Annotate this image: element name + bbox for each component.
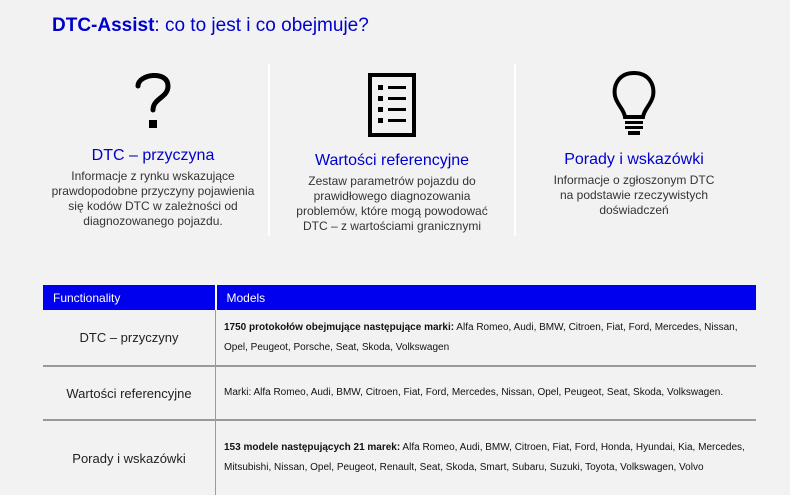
feature-heading: Wartości referencyjne bbox=[314, 152, 470, 169]
question-mark-icon bbox=[38, 62, 268, 137]
models-cell: 1750 protokołów obejmujące następujące marki: Alfa Romeo, Audi, BMW, Citroen, Fiat, Ford, Mercedes, Nissan, Opel, Peugeot, Porsche, Seat, Skoda, Volkswagen bbox=[216, 310, 757, 366]
coverage-table bbox=[43, 285, 756, 495]
models-cell: Marki: Alfa Romeo, Audi, BMW, Citroen, Fiat, Ford, Mercedes, Nissan, Opel, Peugeot, Seat, Skoda, Volkswagen. bbox=[216, 366, 757, 420]
table-row bbox=[43, 420, 756, 495]
feature-description: Informacje z rynku wskazujące prawdopodobne przyczyny pojawienia się kodów DTC w zależności od diagnozowanego pojazdu. bbox=[51, 169, 255, 228]
models-cell: 153 modele następujących 21 marek: Alfa Romeo, Audi, BMW, Citroen, Fiat, Ford, Honda, Hyundai, Kia, Mercedes, Mitsubishi, Nissan, Opel, Peugeot, Renault, Seat, Skoda, Smart, Subaru, Suzuki, Toyota, Volkswagen, Volvo bbox=[224, 442, 745, 473]
lightbulb-icon bbox=[519, 66, 749, 141]
table-header-row bbox=[43, 285, 756, 310]
feature-reference-values bbox=[277, 67, 507, 234]
feature-dtc-cause bbox=[38, 62, 268, 229]
divider bbox=[268, 64, 270, 236]
functionality-cell: DTC – przyczyny bbox=[43, 310, 216, 366]
feature-description: Informacje o zgłoszonym DTC na podstawie rzeczywistych doświadczeń bbox=[553, 173, 715, 217]
feature-heading: Porady i wskazówki bbox=[564, 151, 704, 168]
feature-heading: DTC – przyczyna bbox=[91, 147, 215, 164]
column-header-functionality: Functionality bbox=[43, 285, 216, 310]
feature-tips bbox=[519, 66, 749, 218]
divider bbox=[514, 64, 516, 236]
feature-description: Zestaw parametrów pojazdu do prawidłowego diagnozowania problemów, które mogą powodować DTC – z wartościami granicznymi bbox=[296, 174, 488, 233]
table-row bbox=[43, 366, 756, 420]
table-row bbox=[43, 310, 756, 366]
functionality-cell: Wartości referencyjne bbox=[43, 366, 216, 420]
page-title: DTC-Assist: co to jest i co obejmuje? bbox=[52, 15, 369, 36]
checklist-icon bbox=[277, 67, 507, 142]
column-header-models: Models bbox=[216, 285, 757, 310]
functionality-cell: Porady i wskazówki bbox=[43, 420, 216, 495]
